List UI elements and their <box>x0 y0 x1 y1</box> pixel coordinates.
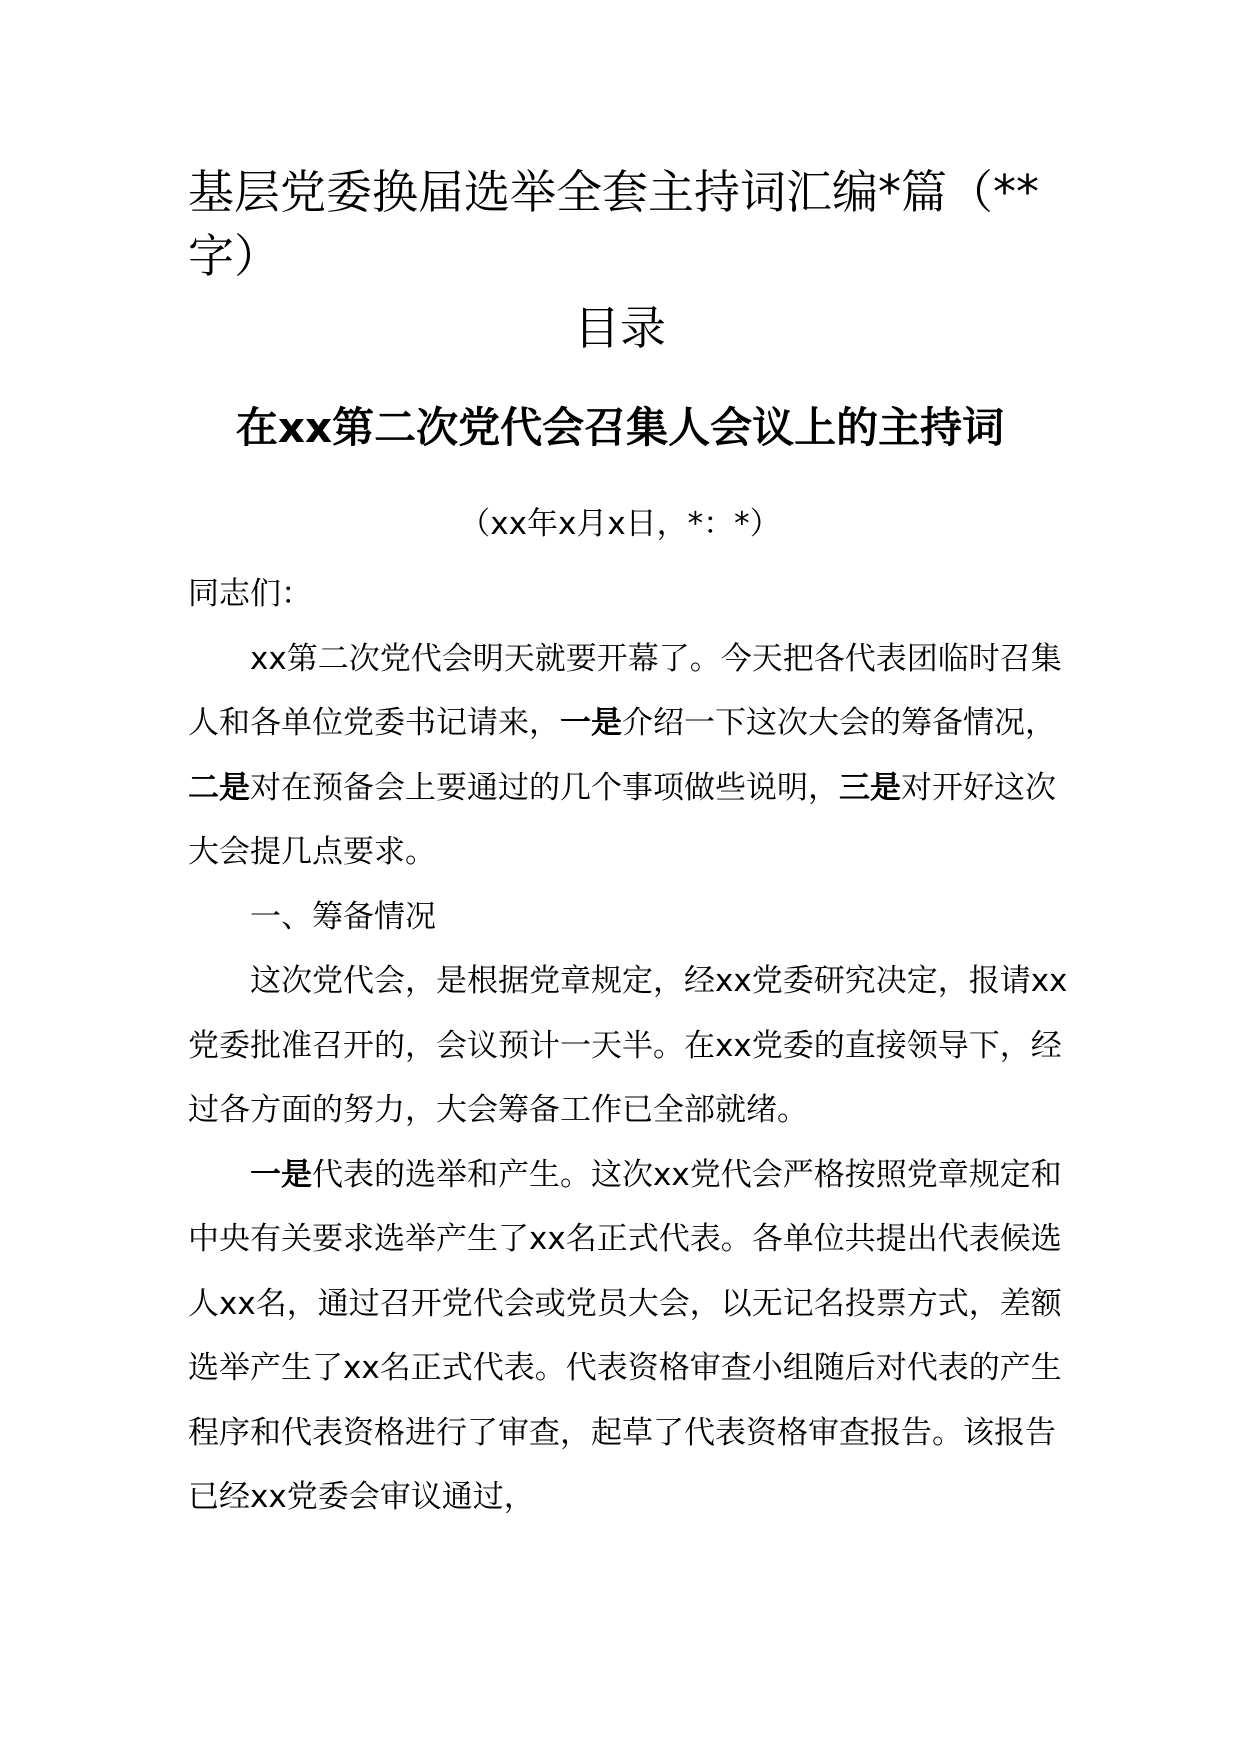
document-title: 基层党委换届选举全套主持词汇编*篇（**字） <box>188 165 1039 283</box>
paragraph-preparation: 这次党代会，是根据党章规定，经xx党委研究决定，报请xx党委批准召开的，会议预计一天半。在xx党委的直接领导下，经过各方面的努力，大会筹备工作已全部就绪。 <box>188 963 1068 1128</box>
date-line: （xx年x月x日，*：*） <box>459 506 781 542</box>
bold-marker-third: 三是 <box>839 769 901 806</box>
toc-heading: 目录 <box>574 301 666 355</box>
document-body <box>188 562 1078 1530</box>
paragraph-delegates <box>188 1143 1078 1530</box>
bold-marker-first: 一是 <box>250 1156 312 1193</box>
paragraph-text: xx第二次党代会明天就要开幕了。今天把各代表团临时召集人和各单位党委书记请来， <box>188 640 1062 741</box>
paragraph-text: 代表的选举和产生。这次xx党代会严格按照党章规定和中央有关要求选举产生了xx名正式代表。各单位共提出代表候选人xx名，通过召开党代会或党员大会，以无记名投票方式，差额选举产生了xx名正式代表。代表资格审查小组随后对代表的产生程序和代表资格进行了审查，起草了代表资格审查报告。该报告已经xx党委会审议通过， <box>188 1156 1062 1515</box>
paragraph-text: 对开好这次大会提几点要求。 <box>188 769 1056 870</box>
section-heading-preparation: 一、筹备情况 <box>250 898 436 935</box>
section-title: 在xx第二次党代会召集人会议上的主持词 <box>235 403 1005 452</box>
greeting: 同志们： <box>188 576 312 612</box>
bold-marker-second: 二是 <box>188 769 250 806</box>
paragraph-text: 对在预备会上要通过的几个事项做些说明， <box>250 769 839 806</box>
paragraph-intro <box>188 627 1078 885</box>
paragraph-text: 介绍一下这次大会的筹备情况， <box>622 705 1056 741</box>
bold-marker-first: 一是 <box>560 705 622 741</box>
